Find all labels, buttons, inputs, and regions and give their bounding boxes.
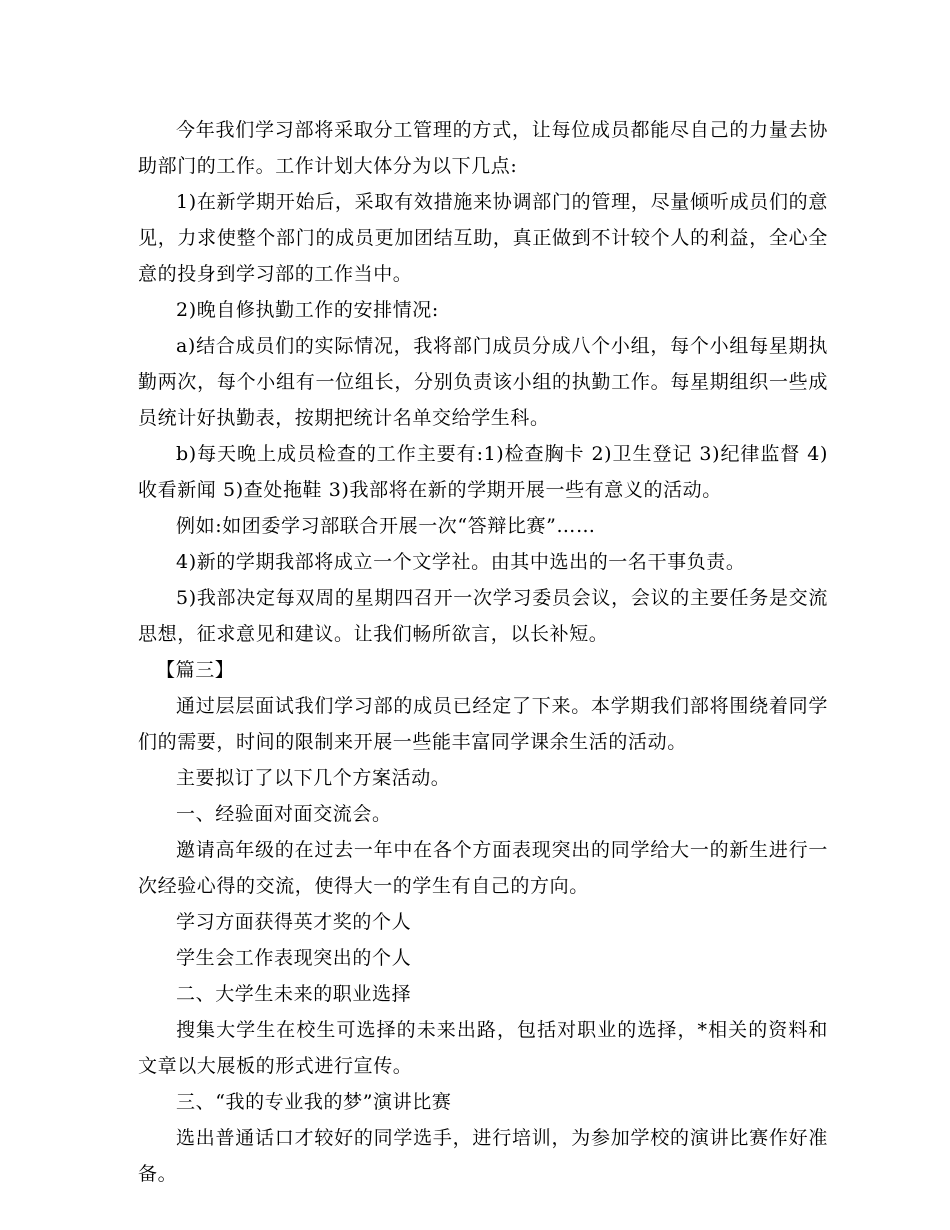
paragraph-example: 例如:如团委学习部联合开展一次“答辩比赛”…… [176, 515, 596, 537]
paragraph-section3-intro: 通过层层面试我们学习部的成员已经定了下来。本学期我们部将围绕着同学们的需要，时间的限制来开展一些能丰富同学课余生活的活动。 [138, 695, 828, 753]
paragraph-plans: 主要拟订了以下几个方案活动。 [176, 767, 451, 789]
activity-2-description: 搜集大学生在校生可选择的未来出路，包括对职业的选择，*相关的资料和文章以大展板的形式进行宣传。 [138, 1019, 828, 1077]
activity-1-description: 邀请高年级的在过去一年中在各个方面表现突出的同学给大一的新生进行一次经验心得的交流，使得大一的学生有自己的方向。 [138, 839, 828, 897]
activity-3-description: 选出普通话口才较好的同学选手，进行培训，为参加学校的演讲比赛作好准备。 [138, 1127, 828, 1185]
activity-1-point-a: 学习方面获得英才奖的个人 [176, 911, 412, 933]
paragraph-intro: 今年我们学习部将采取分工管理的方式，让每位成员都能尽自己的力量去协助部门的工作。工作计划大体分为以下几点: [138, 119, 828, 177]
paragraph-item-1: 1)在新学期开始后，采取有效措施来协调部门的管理，尽量倾听成员们的意见，力求使整个部门的成员更加团结互助，真正做到不计较个人的利益，全心全意的投身到学习部的工作当中。 [138, 191, 828, 285]
paragraph-item-2: 2)晚自修执勤工作的安排情况: [176, 299, 439, 321]
activity-3-title: 三、“我的专业我的梦”演讲比赛 [176, 1091, 452, 1113]
activity-1-title: 一、经验面对面交流会。 [176, 803, 392, 825]
paragraph-item-2a: a)结合成员们的实际情况，我将部门成员分成八个小组，每个小组每星期执勤两次，每个小组有一位组长，分别负责该小组的执勤工作。每星期组织一些成员统计好执勤表，按期把统计名单交给学生科。 [138, 335, 828, 429]
activity-2-title: 二、大学生未来的职业选择 [176, 983, 412, 1005]
paragraph-item-4: 4)新的学期我部将成立一个文学社。由其中选出的一名干事负责。 [176, 551, 746, 573]
document-body [138, 112, 828, 1192]
paragraph-item-5: 5)我部决定每双周的星期四召开一次学习委员会议，会议的主要任务是交流思想，征求意见和建议。让我们畅所欲言，以长补短。 [138, 587, 828, 645]
paragraph-item-2b: b)每天晚上成员检查的工作主要有:1)检查胸卡 2)卫生登记 3)纪律监督 4)收看新闻 5)查处拖鞋 3)我部将在新的学期开展一些有意义的活动。 [138, 443, 828, 501]
activity-1-point-b: 学生会工作表现突出的个人 [176, 947, 412, 969]
section-heading: 【篇三】 [156, 659, 235, 681]
